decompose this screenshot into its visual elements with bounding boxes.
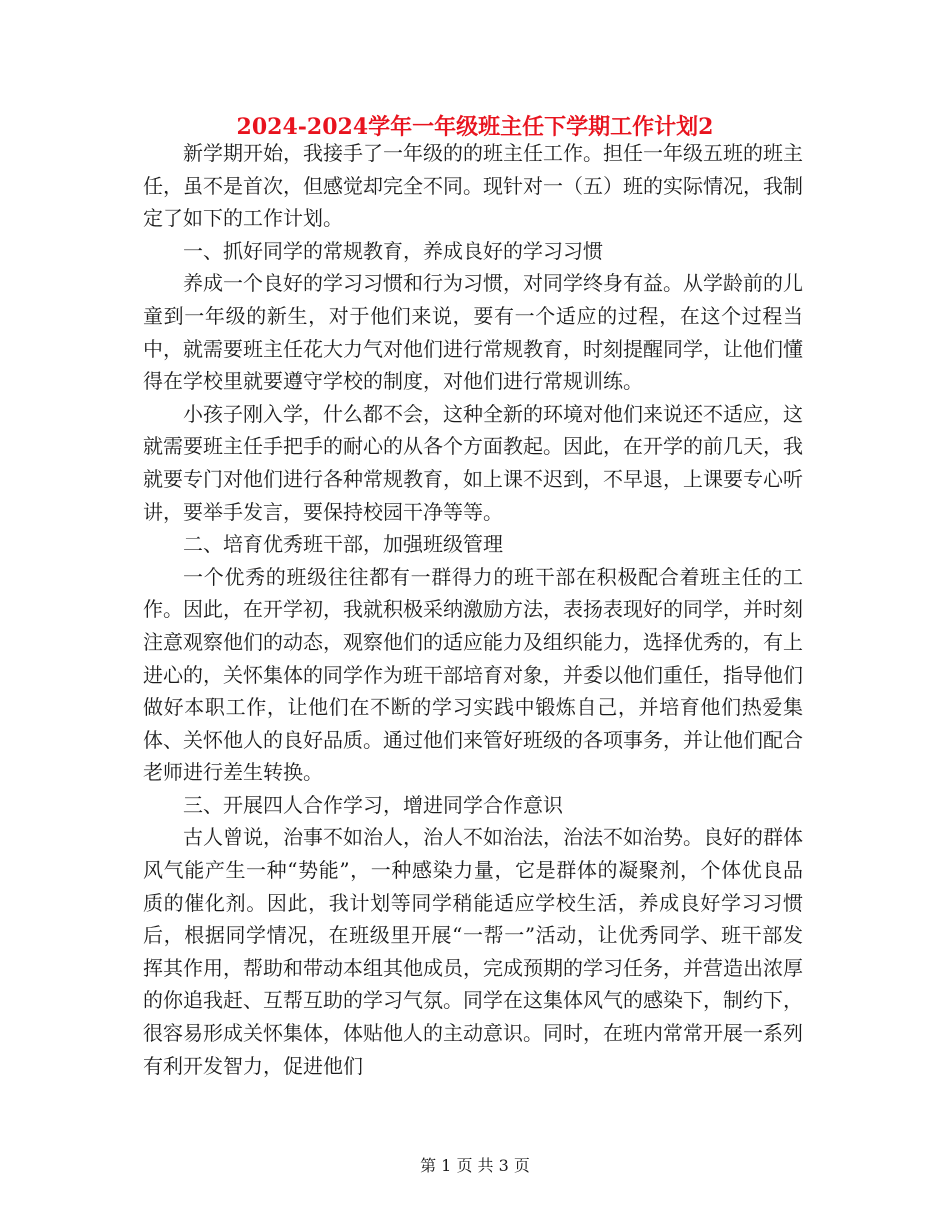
paragraph-class-cadres: 一个优秀的班级往往都有一群得力的班干部在积极配合着班主任的工作。因此，在开学初，我就积极采纳激励方法，表扬表现好的同学，并时刻注意观察他们的动态，观察他们的适应能力及组织能力，选择优秀的，有上进心的，关怀集体的同学作为班干部培育对象，并委以他们重任，指导他们做好本职工作，让他们在不断的学习实践中锻炼自己，并培育他们热爱集体、关怀他人的良好品质。通过他们来管好班级的各项事务，并让他们配合老师进行差生转换。 xyxy=(143,564,803,785)
section-heading-2: 二、培育优秀班干部，加强班级管理 xyxy=(183,532,503,557)
section-heading-1: 一、抓好同学的常规教育，养成良好的学习习惯 xyxy=(183,238,603,263)
section-heading-3: 三、开展四人合作学习，增进同学合作意识 xyxy=(183,792,563,817)
paragraph-habits: 养成一个良好的学习习惯和行为习惯，对同学终身有益。从学龄前的儿童到一年级的新生，对于他们来说，要有一个适应的过程，在这个过程当中，就需要班主任花大力气对他们进行常规教育，时刻提醒同学，让他们懂得在学校里就要遵守学校的制度，对他们进行常规训练。 xyxy=(143,271,803,394)
page-number-footer: 第 1 页 共 3 页 xyxy=(420,1156,530,1175)
paragraph-cooperation: 古人曾说，治事不如治人，治人不如治法，治法不如治势。良好的群体风气能产生一种“势能”，一种感染力量，它是群体的凝聚剂，个体优良品质的催化剂。因此，我计划等同学稍能适应学校生活，养成良好学习习惯后，根据同学情况，在班级里开展“一帮一”活动，让优秀同学、班干部发挥其作用，帮助和带动本组其他成员，完成预期的学习任务，并营造出浓厚的你追我赶、互帮互助的学习气氛。同学在这集体风气的感染下，制约下，很容易形成关怀集体，体贴他人的主动意识。同时，在班内常常开展一系列有利开发智力，促进他们 xyxy=(143,825,803,1078)
document-body xyxy=(143,137,803,1082)
paragraph-routine-education: 小孩子刚入学，什么都不会，这种全新的环境对他们来说还不适应，这就需要班主任手把手的耐心的从各个方面教起。因此，在开学的前几天，我就要专门对他们进行各种常规教育，如上课不迟到，不早退，上课要专心听讲，要举手发言，要保持校园干净等等。 xyxy=(143,401,803,524)
paragraph-intro: 新学期开始，我接手了一年级的的班主任工作。担任一年级五班的班主任，虽不是首次，但感觉却完全不同。现针对一（五）班的实际情况，我制定了如下的工作计划。 xyxy=(143,141,803,231)
document-title: 2024-2024学年一年级班主任下学期工作计划2 xyxy=(236,114,714,140)
